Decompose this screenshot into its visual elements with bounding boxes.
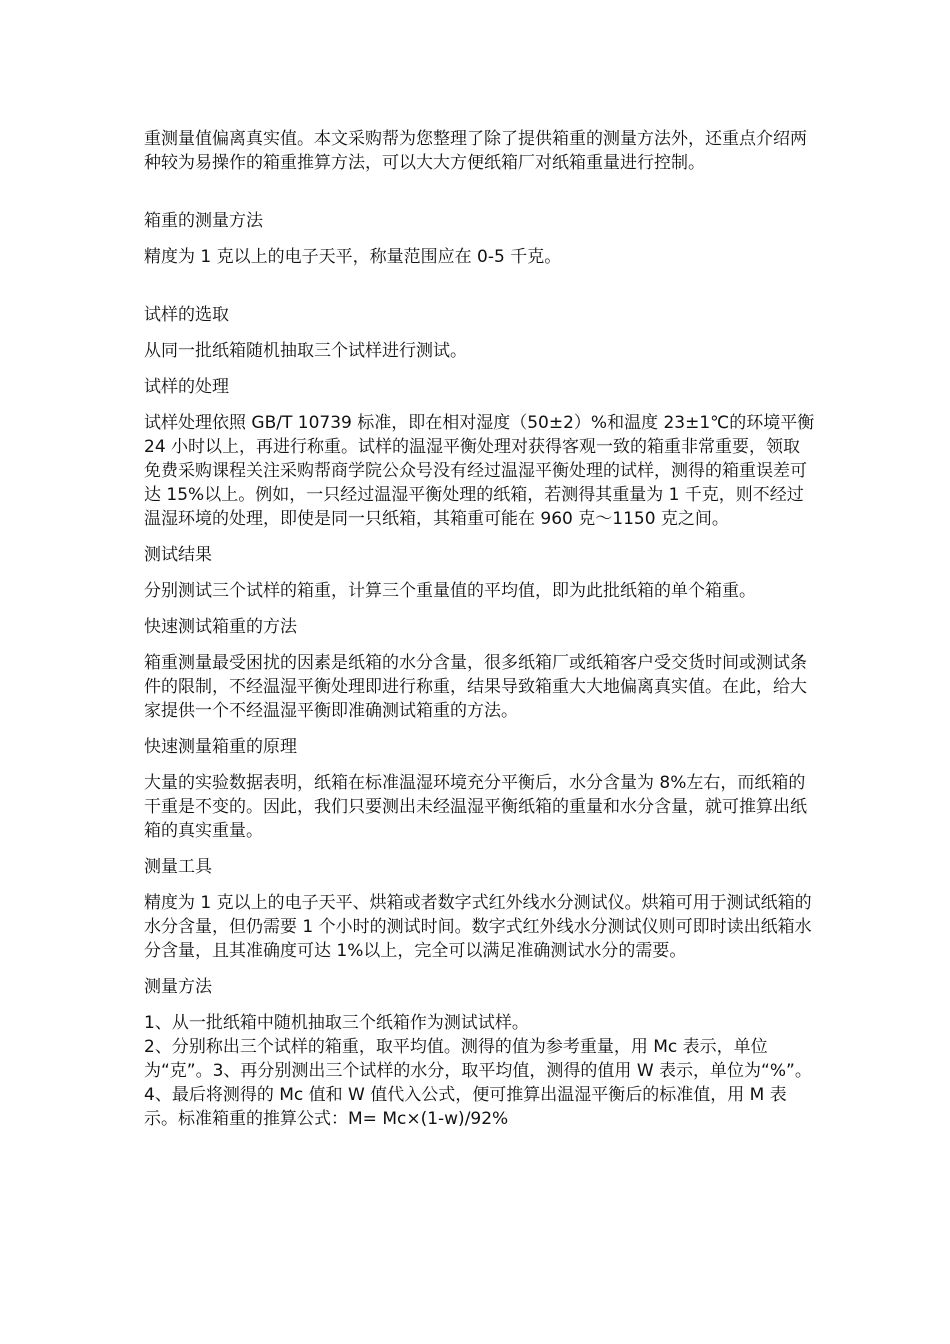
section-body-measurement-procedure-line2: 2、分别称出三个试样的箱重，取平均值。测得的值为参考重量，用 Mc 表示，单位为“克”。3、再分别测出三个试样的水分，取平均值，测得的值用 W 表示，单位为“%”。4、最后将测得的 Mc 值和 W 值代入公式，便可推算出温湿平衡后的标准值，用 M 表示。标准箱重的推算公式：M= Mc×(1-w)/92%: [144, 1037, 812, 1129]
spacer: [144, 603, 816, 615]
spacer: [144, 233, 816, 245]
spacer: [144, 759, 816, 771]
section-heading-measurement-procedure: 测量方法: [144, 977, 212, 997]
spacer: [144, 999, 816, 1011]
section-body-quick-test-method: 箱重测量最受困扰的因素是纸箱的水分含量，很多纸箱厂或纸箱客户受交货时间或测试条件的限制，不经温湿平衡处理即进行称重，结果导致箱重大大地偏离真实值。在此，给大家提供一个不经温湿平衡即准确测试箱重的方法。: [144, 653, 807, 721]
spacer: [144, 531, 816, 543]
spacer: [144, 399, 816, 411]
section-body-test-results: 分别测试三个试样的箱重，计算三个重量值的平均值，即为此批纸箱的单个箱重。: [144, 581, 756, 601]
section-heading-quick-principle: 快速测量箱重的原理: [144, 737, 297, 757]
section-body-measurement-tools: 精度为 1 克以上的电子天平、烘箱或者数字式红外线水分测试仪。烘箱可用于测试纸箱的水分含量，但仍需要 1 个小时的测试时间。数字式红外线水分测试仪则可即时读出纸箱水分含量，且其准确度可达 1%以上，完全可以满足准确测试水分的需要。: [144, 893, 812, 961]
section-heading-measurement-tools: 测量工具: [144, 857, 212, 877]
spacer: [144, 269, 816, 303]
spacer: [144, 327, 816, 339]
spacer: [144, 363, 816, 375]
section-heading-quick-test-method: 快速测试箱重的方法: [144, 617, 297, 637]
section-body-sample-processing: 试样处理依照 GB/T 10739 标准，即在相对湿度（50±2）%和温度 23±1℃的环境平衡 24 小时以上，再进行称重。试样的温湿平衡处理对获得客观一致的箱重非常重要，领取免费采购课程关注采购帮商学院公众号没有经过温湿平衡处理的试样，测得的箱重误差可达 15%以上。例如，一只经过温湿平衡处理的纸箱，若测得其重量为 1 千克，则不经过温湿环境的处理，即使是同一只纸箱，其箱重可能在 960 克～1150 克之间。: [144, 413, 815, 529]
section-body-measurement-procedure-line1: 1、从一批纸箱中随机抽取三个纸箱作为测试试样。: [144, 1013, 529, 1033]
section-body-sample-selection: 从同一批纸箱随机抽取三个试样进行测试。: [144, 341, 467, 361]
section-heading-sample-processing: 试样的处理: [144, 377, 229, 397]
section-body-quick-principle: 大量的实验数据表明，纸箱在标准温湿环境充分平衡后，水分含量为 8%左右，而纸箱的干重是不变的。因此，我们只要测出未经温湿平衡纸箱的重量和水分含量，就可推算出纸箱的真实重量。: [144, 773, 807, 841]
spacer: [144, 567, 816, 579]
section-body-measurement-method: 精度为 1 克以上的电子天平，称量范围应在 0-5 千克。: [144, 247, 562, 267]
spacer: [144, 175, 816, 209]
spacer: [144, 723, 816, 735]
spacer: [144, 639, 816, 651]
spacer: [144, 879, 816, 891]
intro-paragraph: 重测量值偏离真实值。本文采购帮为您整理了除了提供箱重的测量方法外，还重点介绍两种较为易操作的箱重推算方法，可以大大方便纸箱厂对纸箱重量进行控制。: [144, 129, 807, 173]
section-heading-test-results: 测试结果: [144, 545, 212, 565]
document-content: [144, 127, 816, 1131]
spacer: [144, 963, 816, 975]
section-heading-sample-selection: 试样的选取: [144, 305, 229, 325]
section-heading-measurement-method: 箱重的测量方法: [144, 211, 263, 231]
spacer: [144, 843, 816, 855]
